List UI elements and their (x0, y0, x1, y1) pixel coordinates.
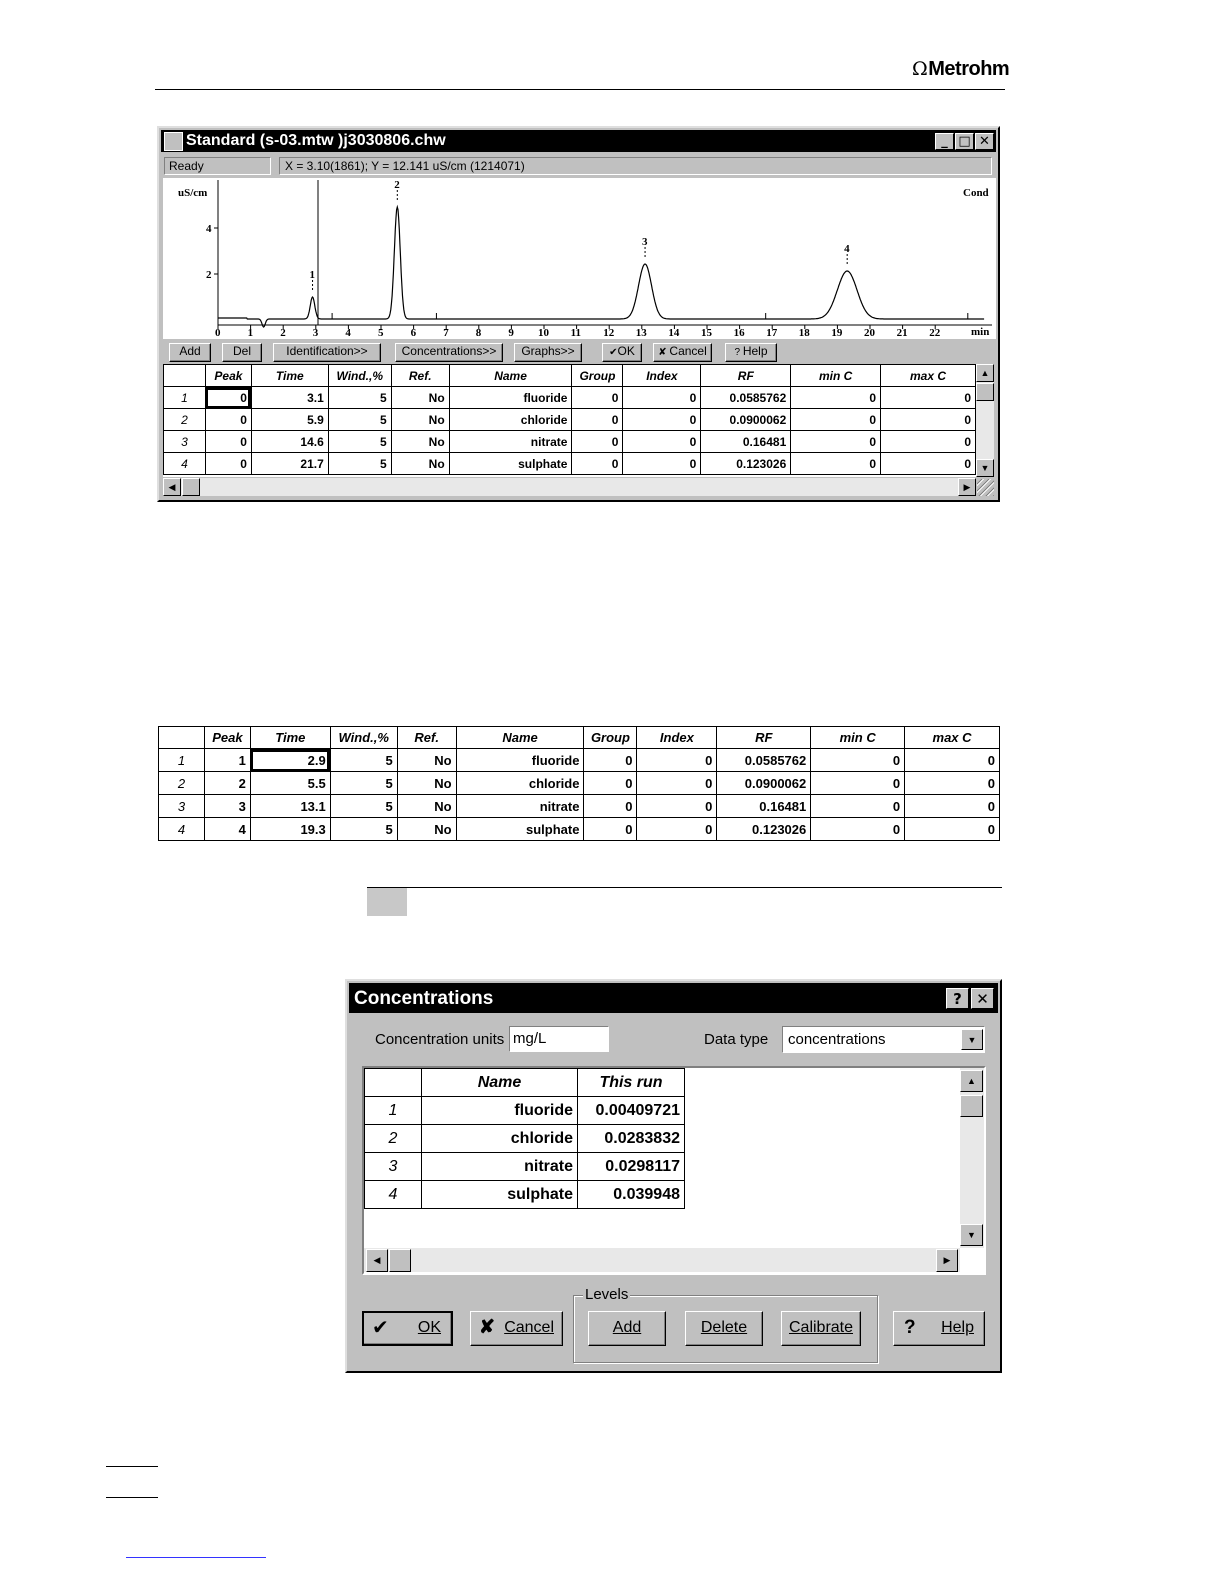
cell-peak[interactable]: 3 (204, 795, 250, 818)
cell-value[interactable]: 0.0298117 (578, 1153, 685, 1181)
x-tick-label: 11 (570, 327, 582, 339)
cell-time[interactable]: 5.9 (251, 409, 328, 431)
row-index[interactable]: 4 (164, 453, 206, 475)
coords-field (279, 157, 992, 175)
col-header[interactable]: RF (701, 365, 791, 387)
x-tick-label: 16 (733, 327, 745, 339)
col-header[interactable]: RF (717, 727, 811, 749)
cell-rf[interactable]: 0.16481 (717, 795, 811, 818)
datatype-select[interactable] (782, 1026, 985, 1053)
row-index[interactable]: 1 (365, 1097, 422, 1125)
window-title: Standard (s-03.mtw )j3030806.chw (186, 132, 446, 149)
peak-label: 1 (309, 269, 316, 281)
units-label: Concentration units (375, 1031, 505, 1048)
help-label: Help (742, 344, 768, 358)
cell-wind[interactable]: 5 (328, 431, 391, 453)
y-tick-label: 4 (206, 223, 212, 235)
cell-value[interactable]: 0.0283832 (578, 1125, 685, 1153)
x-icon: ✘ (658, 347, 670, 358)
cell-wind[interactable]: 5 (330, 818, 397, 841)
col-header[interactable]: Index (623, 365, 701, 387)
cell-ref[interactable]: No (391, 387, 449, 409)
cancel-label: Cancel (504, 1319, 554, 1336)
help-button[interactable] (725, 343, 777, 362)
col-header[interactable]: Name (422, 1069, 578, 1097)
concentrations-label: Concentrations>> (401, 344, 497, 358)
table-row[interactable] (164, 453, 976, 475)
cell-time[interactable]: 5.5 (250, 772, 330, 795)
cell-maxc[interactable]: 0 (905, 749, 1000, 772)
levels-group-label: Levels (585, 1286, 629, 1303)
scroll-up-button[interactable]: ▲ (976, 364, 994, 382)
cell-name[interactable]: fluoride (456, 749, 584, 772)
x-tick-label: 0 (215, 327, 221, 339)
x-icon: ✘ (479, 1317, 495, 1338)
col-header[interactable]: max C (905, 727, 1000, 749)
ok-button[interactable] (602, 343, 642, 362)
cell-group[interactable]: 0 (584, 772, 637, 795)
cancel-label: Cancel (669, 344, 707, 358)
row-index[interactable]: 4 (159, 818, 205, 841)
peak-label: 3 (642, 236, 648, 248)
cell-index[interactable]: 0 (637, 772, 717, 795)
x-tick-label: 6 (410, 327, 417, 339)
minimize-button[interactable]: _ (935, 133, 954, 150)
x-tick-label: 7 (443, 327, 449, 339)
cell-maxc[interactable]: 0 (905, 818, 1000, 841)
x-tick-label: 20 (864, 327, 875, 339)
cell-index[interactable]: 0 (623, 431, 701, 453)
window-titlebar (161, 130, 996, 152)
cell-group[interactable]: 0 (572, 453, 623, 475)
question-icon: ? (904, 1317, 916, 1338)
horizontal-scrollbar[interactable] (163, 478, 976, 496)
cell-ref[interactable]: No (391, 453, 449, 475)
cell-rf[interactable]: 0.16481 (701, 431, 791, 453)
cell-peak[interactable]: 0 (205, 387, 251, 409)
cell-group[interactable]: 0 (572, 409, 623, 431)
ok-label: OK (617, 344, 635, 358)
col-header[interactable]: Ref. (397, 727, 456, 749)
col-header[interactable]: Name (449, 365, 572, 387)
cell-minc[interactable]: 0 (811, 749, 905, 772)
cell-ref[interactable]: No (397, 772, 456, 795)
ok-button[interactable] (362, 1311, 453, 1346)
cell-maxc[interactable]: 0 (881, 431, 976, 453)
peak-label: 2 (394, 179, 400, 191)
scroll-right-button[interactable]: ▶ (936, 1249, 958, 1272)
cell-group[interactable]: 0 (584, 818, 637, 841)
cell-peak[interactable]: 1 (204, 749, 250, 772)
add-label: Add (612, 1319, 642, 1336)
table-row[interactable] (365, 1097, 685, 1125)
graphs-label: Graphs>> (521, 344, 575, 358)
cell-index[interactable]: 0 (623, 387, 701, 409)
peak-table (163, 364, 976, 477)
cell-maxc[interactable]: 0 (881, 387, 976, 409)
cell-maxc[interactable]: 0 (905, 772, 1000, 795)
col-header[interactable]: max C (881, 365, 976, 387)
cell-wind[interactable]: 5 (328, 409, 391, 431)
row-index[interactable]: 2 (365, 1125, 422, 1153)
col-header[interactable]: min C (791, 365, 881, 387)
chromatogram-window (157, 126, 1000, 502)
cell-name[interactable]: sulphate (456, 818, 584, 841)
cell-rf[interactable]: 0.123026 (701, 453, 791, 475)
cell-minc[interactable]: 0 (811, 795, 905, 818)
resize-grip[interactable] (977, 479, 994, 496)
x-tick-label: 19 (831, 327, 843, 339)
x-tick-label: 18 (798, 327, 810, 339)
cell-name[interactable]: chloride (422, 1125, 578, 1153)
add-peak-button[interactable] (169, 343, 211, 362)
cell-peak[interactable]: 0 (205, 431, 251, 453)
cell-ref[interactable]: No (397, 818, 456, 841)
x-tick-label: 22 (929, 327, 941, 339)
cell-rf[interactable]: 0.0585762 (717, 749, 811, 772)
status-field (164, 157, 271, 175)
close-button[interactable]: ✕ (975, 133, 994, 150)
scroll-left-button[interactable]: ◀ (366, 1249, 388, 1272)
table-row[interactable] (365, 1181, 685, 1209)
cell-maxc[interactable]: 0 (881, 453, 976, 475)
chromatogram-plot[interactable] (163, 178, 996, 339)
cell-name[interactable]: fluoride (422, 1097, 578, 1125)
del-label: Del (232, 344, 251, 358)
coords-text: X = 3.10(1861); Y = 12.141 uS/cm (1214071) (285, 159, 525, 173)
hscroll-thumb[interactable] (182, 478, 200, 496)
col-header[interactable]: Time (251, 365, 328, 387)
footer-rule (126, 1557, 266, 1558)
scroll-thumb[interactable] (960, 1095, 983, 1117)
col-header[interactable]: Wind.,% (330, 727, 397, 749)
metrohm-logo (912, 58, 1009, 81)
peak-label: 4 (844, 243, 850, 255)
cell-time[interactable]: 21.7 (251, 453, 328, 475)
x-tick-label: 1 (247, 327, 254, 339)
context-help-button[interactable]: ? (946, 988, 969, 1009)
cancel-button[interactable] (653, 343, 712, 362)
col-header[interactable]: Wind.,% (328, 365, 391, 387)
cell-rf[interactable]: 0.0900062 (701, 409, 791, 431)
concentrations-button[interactable] (395, 343, 503, 362)
cell-minc[interactable]: 0 (791, 453, 881, 475)
add-level-button[interactable] (588, 1311, 666, 1346)
identification-label: Identification>> (286, 344, 368, 358)
col-header[interactable]: Group (572, 365, 623, 387)
x-tick-label: 12 (603, 327, 615, 339)
x-tick-label: 9 (508, 327, 514, 339)
section-rule (367, 887, 1002, 888)
add-label: Add (179, 344, 201, 358)
header-rule (155, 89, 1005, 90)
cell-maxc[interactable]: 0 (881, 409, 976, 431)
scroll-left-button[interactable]: ◀ (163, 478, 181, 496)
cell-rf[interactable]: 0.0585762 (701, 387, 791, 409)
close-button[interactable]: ✕ (971, 988, 994, 1009)
cell-peak[interactable]: 0 (205, 409, 251, 431)
calibrate-button[interactable] (781, 1311, 861, 1346)
row-index[interactable]: 1 (159, 749, 205, 772)
identification-button[interactable] (273, 343, 381, 362)
col-header[interactable]: Name (456, 727, 584, 749)
table-row[interactable] (159, 795, 1000, 818)
x-tick-label: 2 (280, 327, 286, 339)
table-row[interactable] (159, 772, 1000, 795)
delete-label: Delete (700, 1319, 748, 1336)
scroll-up-button[interactable]: ▲ (960, 1070, 983, 1092)
note-marker (367, 888, 407, 916)
delete-peak-button[interactable] (222, 343, 262, 362)
scroll-down-button[interactable]: ▼ (960, 1224, 983, 1246)
y-tick-label: 2 (206, 269, 212, 281)
cell-index[interactable]: 0 (623, 453, 701, 475)
brand-name: Metrohm (928, 58, 1010, 80)
cell-name[interactable]: chloride (456, 772, 584, 795)
cell-time[interactable]: 14.6 (251, 431, 328, 453)
units-value: mg/L (513, 1030, 547, 1047)
x-tick-label: 5 (378, 327, 384, 339)
cell-rf[interactable]: 0.123026 (717, 818, 811, 841)
x-tick-label: 4 (345, 327, 351, 339)
cell-group[interactable]: 0 (584, 749, 637, 772)
cell-group[interactable]: 0 (584, 795, 637, 818)
x-unit-label: min (971, 326, 990, 338)
table-row[interactable] (164, 387, 976, 409)
corner-cell (159, 727, 205, 749)
cell-ref[interactable]: No (397, 795, 456, 818)
footer-rule (106, 1497, 158, 1498)
row-index[interactable]: 2 (159, 772, 205, 795)
cell-minc[interactable]: 0 (811, 772, 905, 795)
cell-ref[interactable]: No (391, 409, 449, 431)
col-header[interactable]: Peak (204, 727, 250, 749)
cell-minc[interactable]: 0 (811, 818, 905, 841)
chevron-down-icon[interactable]: ▼ (961, 1029, 983, 1050)
cell-peak[interactable]: 2 (204, 772, 250, 795)
units-input[interactable] (509, 1026, 609, 1052)
cell-name[interactable]: sulphate (422, 1181, 578, 1209)
horizontal-scrollbar[interactable] (364, 1248, 960, 1272)
scroll-thumb[interactable] (976, 383, 994, 401)
table-row[interactable] (365, 1153, 685, 1181)
y-axis-label: uS/cm (178, 187, 208, 199)
omega-icon: Ω (912, 58, 928, 80)
channel-label: Cond (963, 187, 989, 199)
cell-name[interactable]: nitrate (456, 795, 584, 818)
row-index[interactable]: 1 (164, 387, 206, 409)
check-icon: ✔ (609, 347, 618, 358)
x-tick-label: 3 (312, 327, 319, 339)
cell-value[interactable]: 0.039948 (578, 1181, 685, 1209)
cell-maxc[interactable]: 0 (905, 795, 1000, 818)
concentrations-dialog (345, 979, 1002, 1373)
scroll-right-button[interactable]: ▶ (958, 478, 976, 496)
table-row[interactable] (164, 409, 976, 431)
cell-minc[interactable]: 0 (791, 387, 881, 409)
cell-minc[interactable]: 0 (791, 431, 881, 453)
cell-group[interactable]: 0 (572, 387, 623, 409)
table-row[interactable] (365, 1125, 685, 1153)
x-tick-label: 21 (896, 327, 908, 339)
footer-rule (106, 1466, 158, 1467)
col-header[interactable]: This run (578, 1069, 685, 1097)
cell-wind[interactable]: 5 (330, 749, 397, 772)
cell-index[interactable]: 0 (637, 818, 717, 841)
status-text: Ready (169, 159, 204, 173)
table-row[interactable] (159, 818, 1000, 841)
datatype-label: Data type (704, 1031, 769, 1048)
scroll-down-button[interactable]: ▼ (976, 459, 994, 477)
app-icon (164, 132, 183, 151)
cell-peak[interactable]: 0 (205, 453, 251, 475)
cell-time[interactable]: 2.9 (250, 749, 330, 772)
datatype-value: concentrations (788, 1031, 886, 1048)
cell-group[interactable]: 0 (572, 431, 623, 453)
cell-time[interactable]: 3.1 (251, 387, 328, 409)
cell-ref[interactable]: No (391, 431, 449, 453)
row-index[interactable]: 3 (159, 795, 205, 818)
hscroll-thumb[interactable] (389, 1249, 411, 1272)
row-index[interactable]: 2 (164, 409, 206, 431)
cell-minc[interactable]: 0 (791, 409, 881, 431)
table-row[interactable] (164, 431, 976, 453)
x-tick-label: 10 (538, 327, 549, 339)
corner-cell (164, 365, 206, 387)
cell-name[interactable]: sulphate (449, 453, 572, 475)
cell-wind[interactable]: 5 (328, 453, 391, 475)
x-tick-label: 8 (475, 327, 482, 339)
x-tick-label: 14 (668, 327, 680, 339)
cell-index[interactable]: 0 (637, 795, 717, 818)
cell-name[interactable]: nitrate (422, 1153, 578, 1181)
peak-table-identified (158, 726, 1000, 841)
col-header[interactable]: Ref. (391, 365, 449, 387)
calibrate-label: Calibrate (788, 1319, 854, 1336)
concentration-grid (362, 1066, 986, 1275)
table-row[interactable] (159, 749, 1000, 772)
help-button[interactable] (893, 1311, 985, 1346)
question-icon: ? (734, 347, 743, 358)
col-header[interactable]: Peak (205, 365, 251, 387)
x-tick-label: 15 (701, 327, 712, 339)
chromatogram-trace (218, 207, 984, 327)
cell-name[interactable]: fluoride (449, 387, 572, 409)
cell-ref[interactable]: No (397, 749, 456, 772)
cell-wind[interactable]: 5 (328, 387, 391, 409)
cell-name[interactable]: nitrate (449, 431, 572, 453)
maximize-button[interactable]: □ (955, 133, 974, 150)
col-header[interactable]: Time (250, 727, 330, 749)
help-label: Help (941, 1319, 974, 1336)
row-index[interactable]: 3 (164, 431, 206, 453)
col-header[interactable]: Index (637, 727, 717, 749)
x-tick-label: 13 (635, 327, 647, 339)
header-row (159, 727, 1000, 749)
cell-rf[interactable]: 0.0900062 (717, 772, 811, 795)
delete-level-button[interactable] (685, 1311, 763, 1346)
row-index[interactable]: 4 (365, 1181, 422, 1209)
cancel-button[interactable] (470, 1311, 563, 1346)
cell-time[interactable]: 13.1 (250, 795, 330, 818)
header-row (365, 1069, 685, 1097)
cell-index[interactable]: 0 (637, 749, 717, 772)
dialog-title: Concentrations (354, 988, 494, 1009)
graphs-button[interactable] (514, 343, 582, 362)
cell-value[interactable]: 0.00409721 (578, 1097, 685, 1125)
cell-wind[interactable]: 5 (330, 772, 397, 795)
cell-name[interactable]: chloride (449, 409, 572, 431)
ok-label: OK (417, 1319, 441, 1336)
header-row (164, 365, 976, 387)
dialog-titlebar (349, 983, 998, 1013)
corner-cell (365, 1069, 422, 1097)
cell-wind[interactable]: 5 (330, 795, 397, 818)
row-index[interactable]: 3 (365, 1153, 422, 1181)
cell-index[interactable]: 0 (623, 409, 701, 431)
x-tick-label: 17 (766, 327, 778, 339)
check-icon: ✔ (372, 1317, 389, 1339)
col-header[interactable]: Group (584, 727, 637, 749)
cell-time[interactable]: 19.3 (250, 818, 330, 841)
col-header[interactable]: min C (811, 727, 905, 749)
cell-peak[interactable]: 4 (204, 818, 250, 841)
